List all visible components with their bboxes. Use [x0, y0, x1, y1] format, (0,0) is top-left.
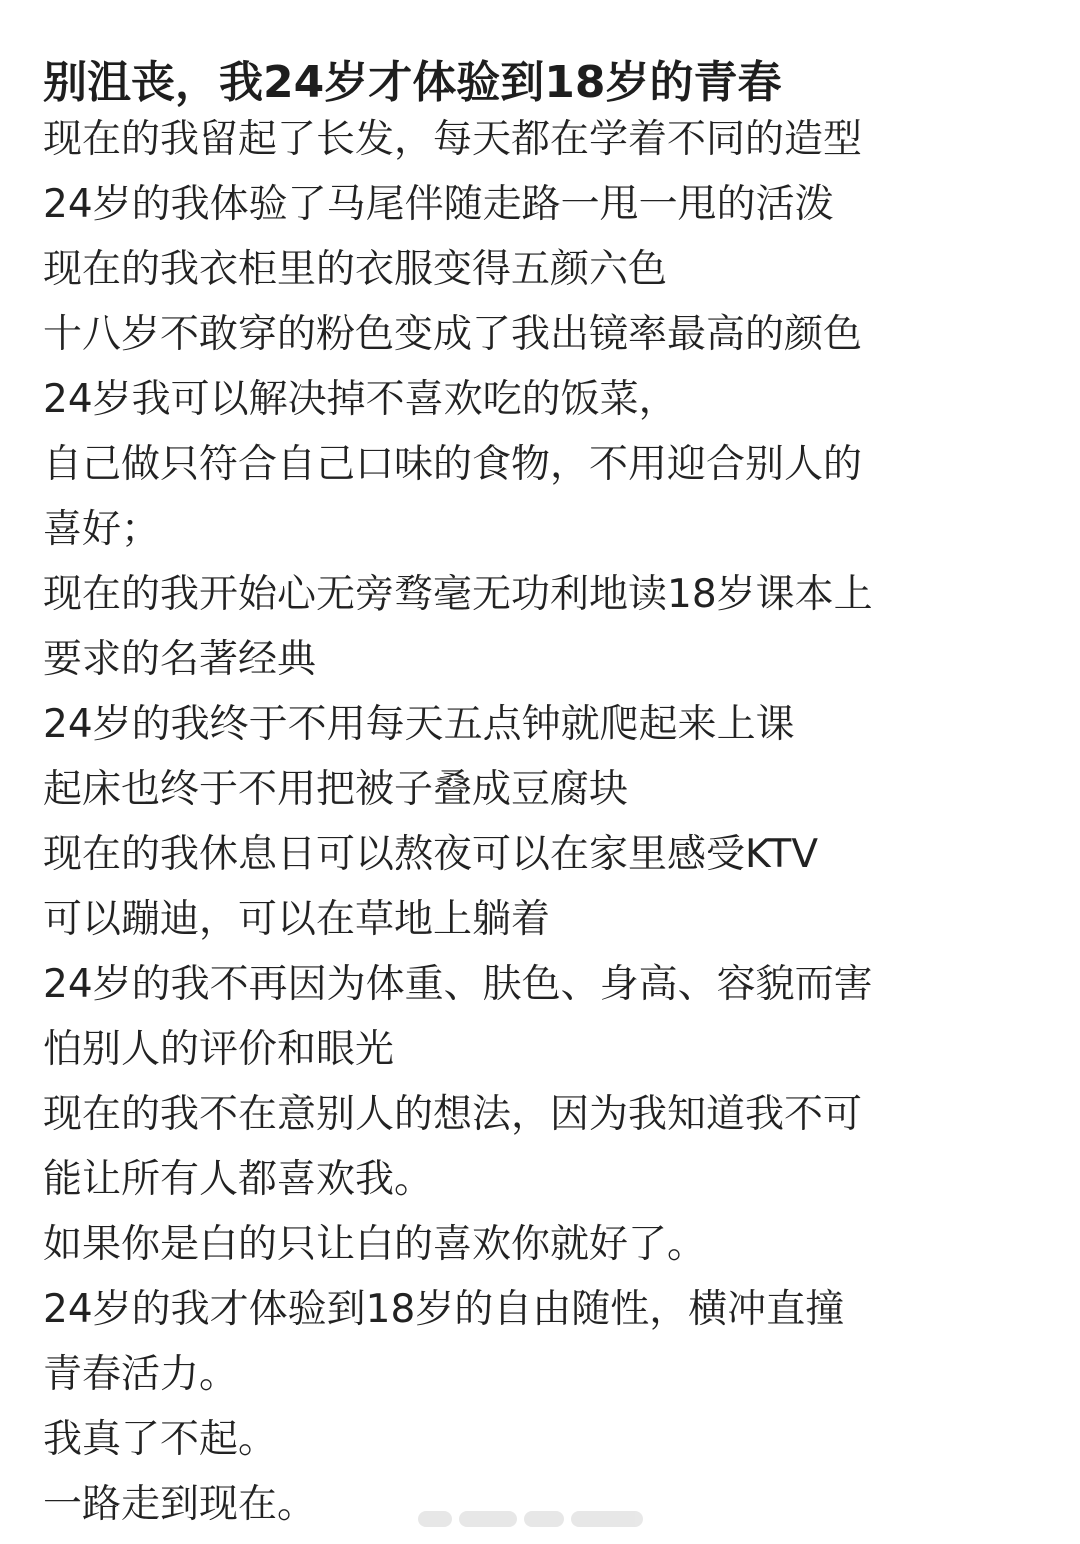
body-line: 现在的我留起了长发，每天都在学着不同的造型 — [43, 117, 863, 162]
watermark-mark — [524, 1511, 564, 1527]
watermark-mark — [459, 1511, 517, 1527]
body-line: 能让所有人都喜欢我。 — [43, 1157, 434, 1202]
post-body — [43, 107, 1053, 1537]
body-line: 要求的名著经典 — [43, 637, 317, 682]
body-line: 24岁的我不再因为体重、肤色、身高、容貌而害 — [43, 962, 873, 1007]
body-line: 怕别人的评价和眼光 — [43, 1027, 395, 1072]
body-line: 现在的我不在意别人的想法，因为我知道我不可 — [43, 1092, 863, 1137]
body-line: 24岁我可以解决掉不喜欢吃的饭菜， — [43, 377, 678, 422]
post-title: 别沮丧，我24岁才体验到18岁的青春 — [43, 57, 782, 109]
body-line: 24岁的我终于不用每天五点钟就爬起来上课 — [43, 702, 795, 747]
body-line: 一路走到现在。 — [43, 1482, 317, 1527]
body-line: 起床也终于不用把被子叠成豆腐块 — [43, 767, 629, 812]
body-line: 24岁的我体验了马尾伴随走路一甩一甩的活泼 — [43, 182, 834, 227]
watermark-mark — [418, 1511, 452, 1527]
body-line: 现在的我开始心无旁骛毫无功利地读18岁课本上 — [43, 572, 873, 617]
body-line: 我真了不起。 — [43, 1417, 278, 1462]
body-line: 如果你是白的只让白的喜欢你就好了。 — [43, 1222, 707, 1267]
body-line: 十八岁不敢穿的粉色变成了我出镜率最高的颜色 — [43, 312, 863, 357]
watermark-mark — [571, 1511, 643, 1527]
faint-watermark — [418, 1508, 663, 1530]
body-line: 现在的我休息日可以熬夜可以在家里感受KTV — [43, 832, 819, 877]
body-line: 24岁的我才体验到18岁的自由随性，横冲直撞 — [43, 1287, 845, 1332]
body-line: 可以蹦迪，可以在草地上躺着 — [43, 897, 551, 942]
body-line: 喜好； — [43, 507, 161, 552]
body-line: 现在的我衣柜里的衣服变得五颜六色 — [43, 247, 668, 292]
body-line: 自己做只符合自己口味的食物，不用迎合别人的 — [43, 442, 863, 487]
body-line: 青春活力。 — [43, 1352, 239, 1397]
